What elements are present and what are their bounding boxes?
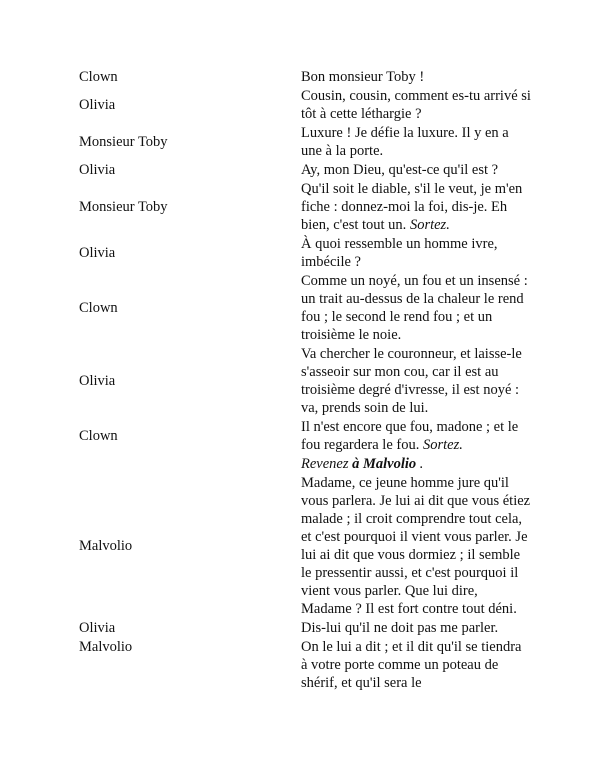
dialogue-table: [79, 68, 531, 693]
dialogue-line: Va chercher le couronneur, et laisse-le s'asseoir sur mon cou, car il est au troisième degré d'ivresse, il est noyé : va, prends soin de lui.: [301, 346, 522, 416]
dialogue-line: Cousin, cousin, comment es-tu arrivé si tôt à cette léthargie ?: [301, 88, 531, 122]
dialogue-row: [79, 161, 531, 180]
dialogue-row: [79, 474, 531, 619]
speaker-name: Clown: [79, 69, 118, 85]
dialogue-row: [79, 180, 531, 235]
dialogue-row: [79, 272, 531, 345]
direction-character: à Malvolio: [352, 456, 417, 472]
dialogue-row: [79, 418, 531, 455]
speaker-name: Olivia: [79, 620, 116, 636]
direction-verb: Revenez: [301, 456, 349, 472]
direction-punct: .: [419, 456, 424, 472]
dialogue-row: [79, 345, 531, 418]
dialogue-row: [79, 619, 531, 638]
stage-direction: Sortez.: [409, 217, 450, 233]
dialogue-line: [301, 418, 531, 455]
stage-direction: Sortez.: [422, 437, 463, 453]
stage-direction-row: [79, 455, 531, 474]
dialogue-line: Madame, ce jeune homme jure qu'il vous parlera. Je lui ai dit que vous étiez malade ; il croit comprendre tout cela, et c'est pourquoi il vient vous parler. Je lui ai dit que vous dormiez ; il semble le pressentir aussi, et c'est pourquoi il vient vous parler. Que lui dire, Madame ? Il est fort contre tout déni.: [301, 475, 531, 617]
dialogue-row: [79, 638, 531, 693]
speaker-name: Monsieur Toby: [79, 134, 168, 150]
dialogue-text: Il n'est encore que fou, madone ; et le fou regardera le fou.: [301, 419, 519, 453]
dialogue-line: Dis-lui qu'il ne doit pas me parler.: [301, 620, 499, 636]
speaker-name: Olivia: [79, 245, 116, 261]
dialogue-text: Qu'il soit le diable, s'il le veut, je m'en fiche : donnez-moi la foi, dis-je. Eh bien, c'est tout un.: [301, 181, 523, 233]
dialogue-line: Bon monsieur Toby !: [301, 69, 425, 85]
speaker-name: Olivia: [79, 373, 116, 389]
dialogue-row: [79, 87, 531, 124]
dialogue-line: Comme un noyé, un fou et un insensé : un trait au-dessus de la chaleur le rend fou ; le second le rend fou ; et un troisième le noie.: [301, 273, 528, 343]
stage-direction: [301, 455, 531, 474]
speaker-name: Monsieur Toby: [79, 199, 168, 215]
dialogue-line: À quoi ressemble un homme ivre, imbécile ?: [301, 236, 498, 270]
dialogue-row: [79, 124, 531, 161]
speaker-name: Malvolio: [79, 538, 133, 554]
dialogue-line: [301, 180, 531, 235]
speaker-name: Malvolio: [79, 639, 133, 655]
dialogue-line: On le lui a dit ; et il dit qu'il se tiendra à votre porte comme un poteau de shérif, et qu'il sera le: [301, 639, 522, 691]
dialogue-line: Ay, mon Dieu, qu'est-ce qu'il est ?: [301, 162, 499, 178]
speaker-name: Olivia: [79, 97, 116, 113]
speaker-name: Olivia: [79, 162, 116, 178]
speaker-empty: [79, 455, 301, 474]
speaker-name: Clown: [79, 428, 118, 444]
dialogue-row: [79, 68, 531, 87]
dialogue-row: [79, 235, 531, 272]
speaker-name: Clown: [79, 300, 118, 316]
dialogue-line: Luxure ! Je défie la luxure. Il y en a une à la porte.: [301, 125, 509, 159]
